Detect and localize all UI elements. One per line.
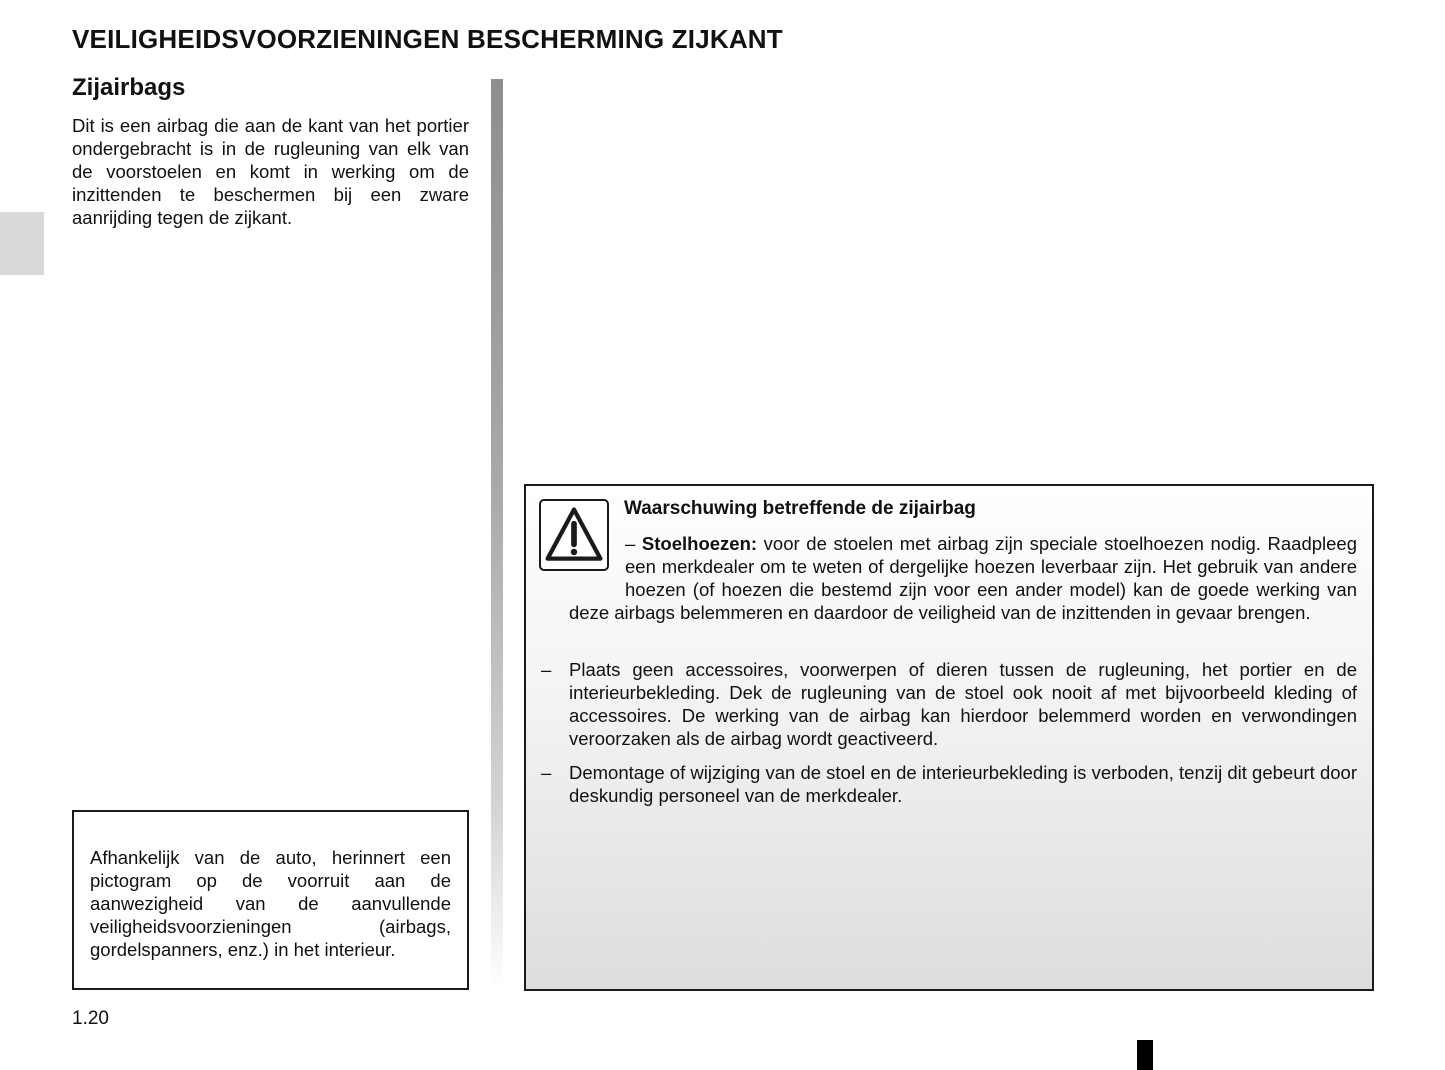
bullet-dash: – xyxy=(541,762,552,783)
note-box xyxy=(72,810,469,990)
warning-box xyxy=(524,484,1374,991)
page-number: 1.20 xyxy=(72,1008,109,1029)
warning-item-text: Demontage of wijziging van de stoel en de interieurbekleding is verboden, tenzij dit gebeurt door deskundig personeel van de merkdealer. xyxy=(569,762,1357,806)
section-heading: Zijairbags xyxy=(72,74,186,101)
chapter-tab xyxy=(0,212,44,275)
warning-item-dismantling xyxy=(541,761,1357,807)
page-corner-mark xyxy=(1137,1040,1153,1070)
warning-item-text: voor de stoelen met airbag zijn speciale stoelhoezen nodig. Raadpleeg een merkdealer om te weten of dergelijke hoezen leverbaar zijn. Het gebruik van andere hoezen (of hoezen die bestemd zijn voor een ander model) kan de goede werking van deze airbags belemmeren en daardoor de veiligheid van de inzittenden in gevaar brengen. xyxy=(569,533,1358,623)
bullet-dash: – xyxy=(541,659,552,680)
page-title: VEILIGHEIDSVOORZIENINGEN BESCHERMING ZIJKANT xyxy=(72,24,783,54)
warning-item-seat-covers xyxy=(569,532,1357,624)
note-text: Afhankelijk van de auto, herinnert een pictogram op de voorruit aan de aanwezigheid van de aanvullende veiligheidsvoorzieningen (airbags, gordelspanners, enz.) in het interieur. xyxy=(90,847,451,960)
warning-item-accessories xyxy=(541,658,1357,750)
intro-paragraph: Dit is een airbag die aan de kant van het portier ondergebracht is in de rugleuning van elk van de voorstoelen en komt in werking om de inzittenden te beschermen bij een zware aanrijding tegen de zijkant. xyxy=(72,115,469,228)
bullet-dash: – xyxy=(625,533,636,554)
column-divider-bar xyxy=(491,79,503,990)
warning-heading: Waarschuwing betreffende de zijairbag xyxy=(624,498,976,519)
warning-item-text: Plaats geen accessoires, voorwerpen of dieren tussen de rugleuning, het portier en de interieurbekleding. Dek de rugleuning van de stoel ook nooit af met bijvoorbeeld kleding of accessoires. De werking van de airbag kan hierdoor belemmerd worden en verwondingen veroorzaken als de airbag wordt geactiveerd. xyxy=(569,659,1357,749)
warning-item-label: Stoelhoezen: xyxy=(641,533,758,554)
